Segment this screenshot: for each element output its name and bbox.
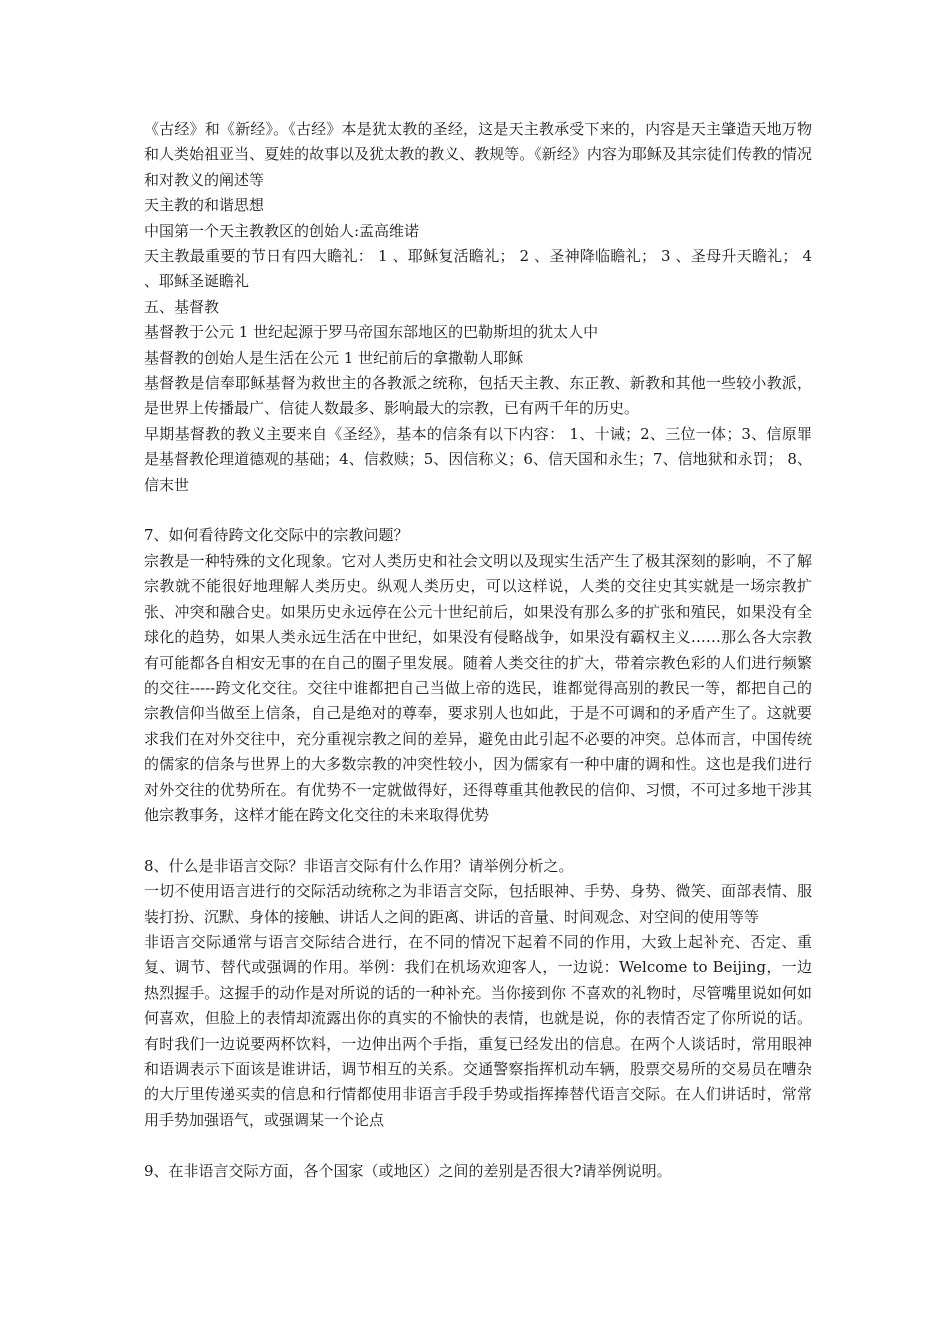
question-9-heading: 9、在非语言交际方面，各个国家（或地区）之间的差别是否很大?请举例说明。 <box>144 1161 672 1180</box>
heading-catholic-harmony: 天主教的和谐思想 <box>144 196 265 215</box>
document-page <box>144 117 812 1184</box>
paragraph-christianity-definition: 基督教是信奉耶稣基督为救世主的各教派之统称，包括天主教、东正教、新教和其他一些较小教派，是世界上传播最广、信徒人数最多、影响最大的宗教，已有两千年的历史。 <box>144 374 812 418</box>
paragraph-early-doctrine: 早期基督教的教义主要来自《圣经》，基本的信条有以下内容： 1、十诫；2、三位一体；3、信原罪是基督教伦理道德观的基础；4、信救赎；5、因信称义；6、信天国和永生；7、信地狱和永罚； 8、信末世 <box>144 424 812 494</box>
blank-line <box>144 1133 812 1158</box>
heading-christianity: 五、基督教 <box>144 297 220 316</box>
paragraph-first-diocese-founder: 中国第一个天主教教区的创始人:孟高维诺 <box>144 221 420 240</box>
paragraph-old-new-testament: 《古经》和《新经》。《古经》本是犹太教的圣经，这是天主教承受下来的，内容是天主肇造天地万物和人类始祖亚当、夏娃的故事以及犹太教的教义、教规等。《新经》内容为耶稣及其宗徒们传教的情况和对教义的阐述等 <box>144 120 812 189</box>
question-7-heading: 7、如何看待跨文化交际中的宗教问题？ <box>144 526 409 545</box>
paragraph-christianity-origin: 基督教于公元 1 世纪起源于罗马帝国东部地区的巴勒斯坦的犹太人中 <box>144 323 599 342</box>
paragraph-christianity-founder: 基督教的创始人是生活在公元 1 世纪前后的拿撒勒人耶稣 <box>144 348 524 367</box>
blank-line <box>144 498 812 523</box>
answer-8-functions: 非语言交际通常与语言交际结合进行，在不同的情况下起着不同的作用，大致上起补充、否定、重复、调节、替代或强调的作用。举例：我们在机场欢迎客人，一边说：Welcome to Beijing，一边热烈握手。这握手的动作是对所说的话的一种补充。当你接到你 不喜欢的礼物时，尽管嘴里说如何如何喜欢，但脸上的表情却流露出你的真实的不愉快的表情，也就是说，你的表情否定了你所说的话。有时我们一边说要两杯饮料，一边伸出两个手指，重复已经发出的信息。在两个人谈话时，常用眼神和语调表示下面该是谁讲话，调节相互的关系。交通警察指挥机动车辆，股票交易所的交易员在嘈杂的大厅里传递买卖的信息和行情都使用非语言手段手势或指挥捧替代语言交际。在人们讲话时，常常用手势加强语气，或强调某一个论点 <box>144 932 812 1129</box>
answer-8-definition: 一切不使用语言进行的交际活动统称之为非语言交际，包括眼神、手势、身势、微笑、面部表情、服装打扮、沉默、身体的接触、讲话人之间的距离、讲话的音量、时间观念、对空间的使用等等 <box>144 882 812 926</box>
question-8-heading: 8、什么是非语言交际？非语言交际有什么作用？请举例分析之。 <box>144 856 574 875</box>
paragraph-catholic-festivals: 天主教最重要的节日有四大瞻礼： 1 、耶稣复活瞻礼； 2 、圣神降临瞻礼； 3 、圣母升天瞻礼； 4 、耶稣圣诞瞻礼 <box>144 247 812 291</box>
blank-line <box>144 828 812 853</box>
answer-7-paragraph: 宗教是一种特殊的文化现象。它对人类历史和社会文明以及现实生活产生了极其深刻的影响，不了解宗教就不能很好地理解人类历史。纵观人类历史，可以这样说，人类的交往史其实就是一场宗教扩张、冲突和融合史。如果历史永远停在公元十世纪前后，如果没有那么多的扩张和殖民，如果没有全球化的趋势，如果人类永远生活在中世纪，如果没有侵略战争，如果没有霸权主义……那么各大宗教有可能都各自相安无事的在自己的圈子里发展。随着人类交往的扩大，带着宗教色彩的人们进行频繁的交往-----跨文化交往。交往中谁都把自己当做上帝的选民，谁都觉得高别的教民一等，都把自己的宗教信仰当做至上信条，自己是绝对的尊奉，要求别人也如此，于是不可调和的矛盾产生了。这就要求我们在对外交往中，充分重视宗教之间的差异，避免由此引起不必要的冲突。总体而言，中国传统的儒家的信条与世界上的大多数宗教的冲突性较小，因为儒家有一种中庸的调和性。这也是我们进行对外交往的优势所在。有优势不一定就做得好，还得尊重其他教民的信仰、习惯，不可过多地干涉其他宗教事务，这样才能在跨文化交往的未来取得优势 <box>144 551 812 824</box>
